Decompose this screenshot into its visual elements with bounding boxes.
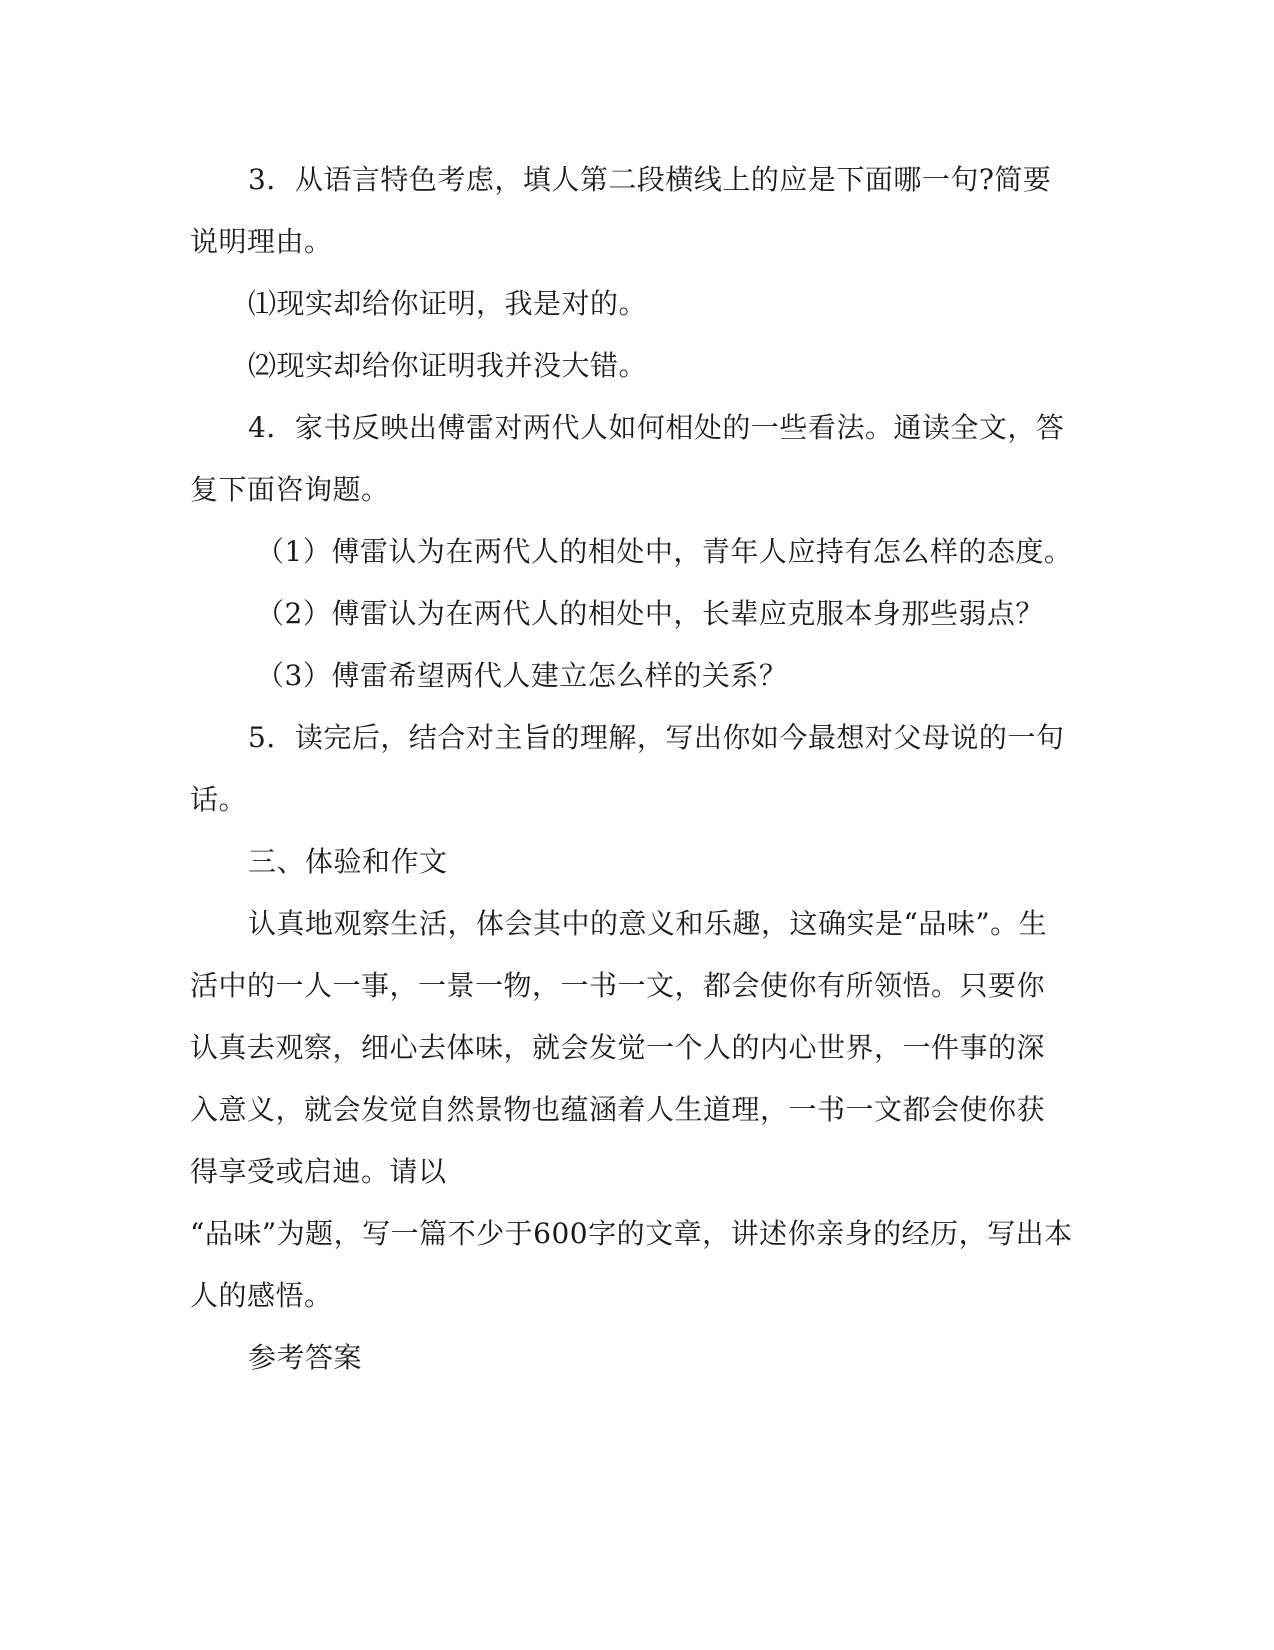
- question-5-line-1: 5．读完后，结合对主旨的理解，写出你如今最想对父母说的一句: [248, 721, 1065, 754]
- question-5-line-2: 话。: [190, 783, 248, 816]
- essay-prompt-line-4: 入意义，就会发觉自然景物也蕴涵着人生道理，一书一文都会使你获: [190, 1093, 1046, 1126]
- question-4-sub-1: （1）傅雷认为在两代人的相处中，青年人应持有怎么样的态度。: [256, 535, 1073, 568]
- option-2: ⑵现实却给你证明我并没大错。: [248, 349, 648, 382]
- question-4-line-1: 4．家书反映出傅雷对两代人如何相处的一些看法。通读全文，答: [248, 411, 1065, 444]
- essay-prompt-line-1: 认真地观察生活，体会其中的意义和乐趣，这确实是“品味”。生: [248, 907, 1048, 940]
- question-4-sub-3: （3）傅雷希望两代人建立怎么样的关系？: [256, 659, 788, 692]
- question-4-sub-2: （2）傅雷认为在两代人的相处中，长辈应克服本身那些弱点？: [256, 597, 1044, 630]
- question-4-line-2: 复下面咨询题。: [190, 473, 390, 506]
- essay-prompt-line-7: 人的感悟。: [190, 1279, 333, 1312]
- essay-prompt-line-2: 活中的一人一事，一景一物，一书一文，都会使你有所领悟。只要你: [190, 969, 1046, 1002]
- question-3-line-2: 说明理由。: [190, 225, 333, 258]
- essay-prompt-line-5: 得享受或启迪。请以: [190, 1155, 447, 1188]
- essay-prompt-line-6: “品味”为题，写一篇不少于600字的文章，讲述你亲身的经历，写出本: [190, 1217, 1073, 1250]
- option-1: ⑴现实却给你证明，我是对的。: [248, 287, 648, 320]
- question-3-line-1: 3．从语言特色考虑，填人第二段横线上的应是下面哪一句?简要: [248, 163, 1052, 196]
- reference-answer-heading: 参考答案: [248, 1341, 363, 1374]
- section-heading: 三、体验和作文: [248, 845, 448, 878]
- essay-prompt-line-3: 认真去观察，细心去体味，就会发觉一个人的内心世界，一件事的深: [190, 1031, 1046, 1064]
